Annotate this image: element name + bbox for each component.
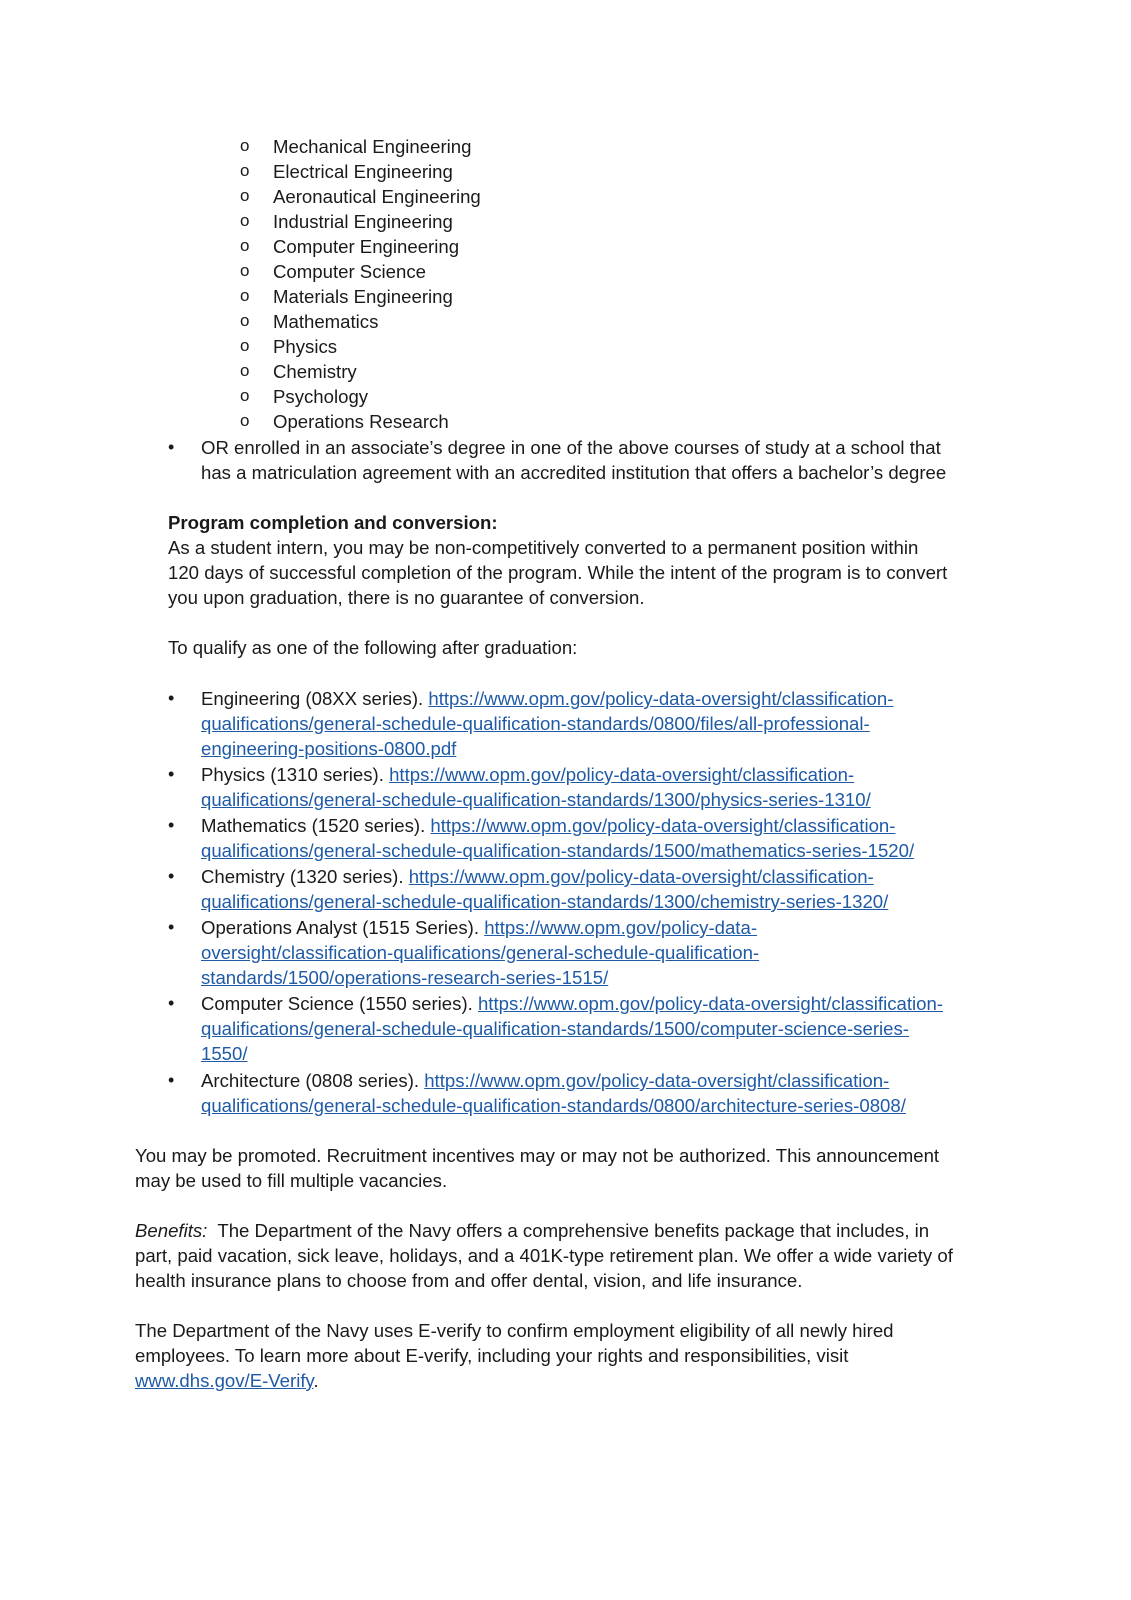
program-line-2: 120 days of successful completion of the program. While the intent of the program is to convert [168,562,948,583]
qualify-intro: To qualify as one of the following after graduation: [168,637,578,658]
series-link[interactable]: https://www.opm.gov/policy-data-oversight/classification- [389,764,855,785]
course-name: Mechanical Engineering [273,136,472,157]
course-name: Computer Engineering [273,236,460,257]
series-label: Engineering (08XX series). [201,688,429,709]
series-link[interactable]: https://www.opm.gov/policy-data-oversight/classification- [428,688,894,709]
series-link[interactable]: qualifications/general-schedule-qualification-standards/0800/architecture-series-0808/ [201,1095,906,1116]
series-link[interactable]: https://www.opm.gov/policy-data-oversight/classification- [477,993,944,1014]
course-name: Materials Engineering [273,286,453,307]
course-name: Psychology [273,386,369,407]
sub-bullet-mark: o [240,261,250,280]
benefits-line-1 [135,1220,929,1242]
bullet-mark: • [168,764,175,784]
sub-bullet-mark: o [240,386,250,405]
course-name: Industrial Engineering [273,211,453,232]
bullet-mark: • [168,993,175,1013]
series-link[interactable]: https://www.opm.gov/policy-data- [484,917,758,938]
course-name: Aeronautical Engineering [273,186,481,207]
program-heading: Program completion and conversion: [168,512,498,533]
sub-bullet-mark: o [240,361,250,380]
bullet-mark: • [168,815,175,835]
program-line-3: you upon graduation, there is no guarantee of conversion. [168,587,645,608]
series-label: Computer Science (1550 series). [201,993,478,1014]
course-name: Chemistry [273,361,357,382]
sub-bullet-mark: o [240,236,250,255]
associate-degree-bullet [168,437,988,489]
series-link[interactable]: https://www.opm.gov/policy-data-oversight/classification- [424,1070,890,1091]
everify-line-1: The Department of the Navy uses E-verify to confirm employment eligibility of all newly hired [135,1320,894,1341]
series-link[interactable]: qualifications/general-schedule-qualification-standards/0800/files/all-professional- [201,713,870,734]
bullet-mark: • [168,688,175,708]
sub-bullet-mark: o [240,336,250,355]
benefits-text: The Department of the Navy offers a comprehensive benefits package that includes, in [207,1220,930,1241]
promotion-line-2: may be used to fill multiple vacancies. [135,1170,448,1191]
program-line-1: As a student intern, you may be non-competitively converted to a permanent position within [168,537,919,558]
series-link[interactable]: qualifications/general-schedule-qualification-standards/1300/physics-series-1310/ [201,789,871,810]
series-link[interactable]: qualifications/general-schedule-qualification-standards/1300/chemistry-series-1320/ [201,891,889,912]
sub-bullet-mark: o [240,161,250,180]
series-label: Architecture (0808 series). [201,1070,425,1091]
bullet-mark: • [168,437,175,457]
course-name: Operations Research [273,411,449,432]
series-label: Chemistry (1320 series). [201,866,409,887]
series-link[interactable]: engineering-positions-0800.pdf [201,738,457,759]
sub-bullet-mark: o [240,411,250,430]
series-label: Physics (1310 series). [201,764,390,785]
associate-line-2: has a matriculation agreement with an accredited institution that offers a bachelor’s degree [201,462,947,483]
course-name: Computer Science [273,261,426,282]
sub-bullet-mark: o [240,286,250,305]
associate-line-1: OR enrolled in an associate’s degree in one of the above courses of study at a school that [201,437,941,458]
sub-bullet-mark: o [240,186,250,205]
series-link[interactable]: qualifications/general-schedule-qualification-standards/1500/computer-science-series- [201,1018,909,1039]
bullet-mark: • [168,1070,175,1090]
series-label: Mathematics (1520 series). [201,815,431,836]
series-link[interactable]: qualifications/general-schedule-qualification-standards/1500/mathematics-series-1520/ [201,840,915,861]
series-link[interactable]: 1550/ [201,1043,248,1064]
everify-line-3 [135,1370,319,1392]
everify-line-2: employees. To learn more about E-verify, including your rights and responsibilities, visit [135,1345,849,1366]
course-name: Electrical Engineering [273,161,453,182]
everify-period: . [313,1370,319,1391]
bullet-mark: • [168,866,175,886]
benefits-line-2: part, paid vacation, sick leave, holidays, and a 401K-type retirement plan. We offer a wide variety of [135,1245,953,1266]
course-name: Physics [273,336,338,357]
series-link[interactable]: oversight/classification-qualifications/general-schedule-qualification- [201,942,760,963]
series-label: Operations Analyst (1515 Series). [201,917,485,938]
sub-bullet-mark: o [240,311,250,330]
series-link[interactable]: standards/1500/operations-research-series-1515/ [201,967,609,988]
promotion-line-1: You may be promoted. Recruitment incentives may or may not be authorized. This announcement [135,1145,940,1166]
sub-bullet-mark: o [240,211,250,230]
series-link[interactable]: https://www.opm.gov/policy-data-oversight/classification- [408,866,874,887]
bullet-mark: • [168,917,175,937]
benefits-label: Benefits: [135,1220,208,1241]
benefits-line-3: health insurance plans to choose from and offer dental, vision, and life insurance. [135,1270,803,1291]
course-name: Mathematics [273,311,379,332]
everify-link[interactable]: www.dhs.gov/E-Verify [135,1370,314,1391]
series-link[interactable]: https://www.opm.gov/policy-data-oversight/classification- [430,815,896,836]
sub-bullet-mark: o [240,136,250,155]
